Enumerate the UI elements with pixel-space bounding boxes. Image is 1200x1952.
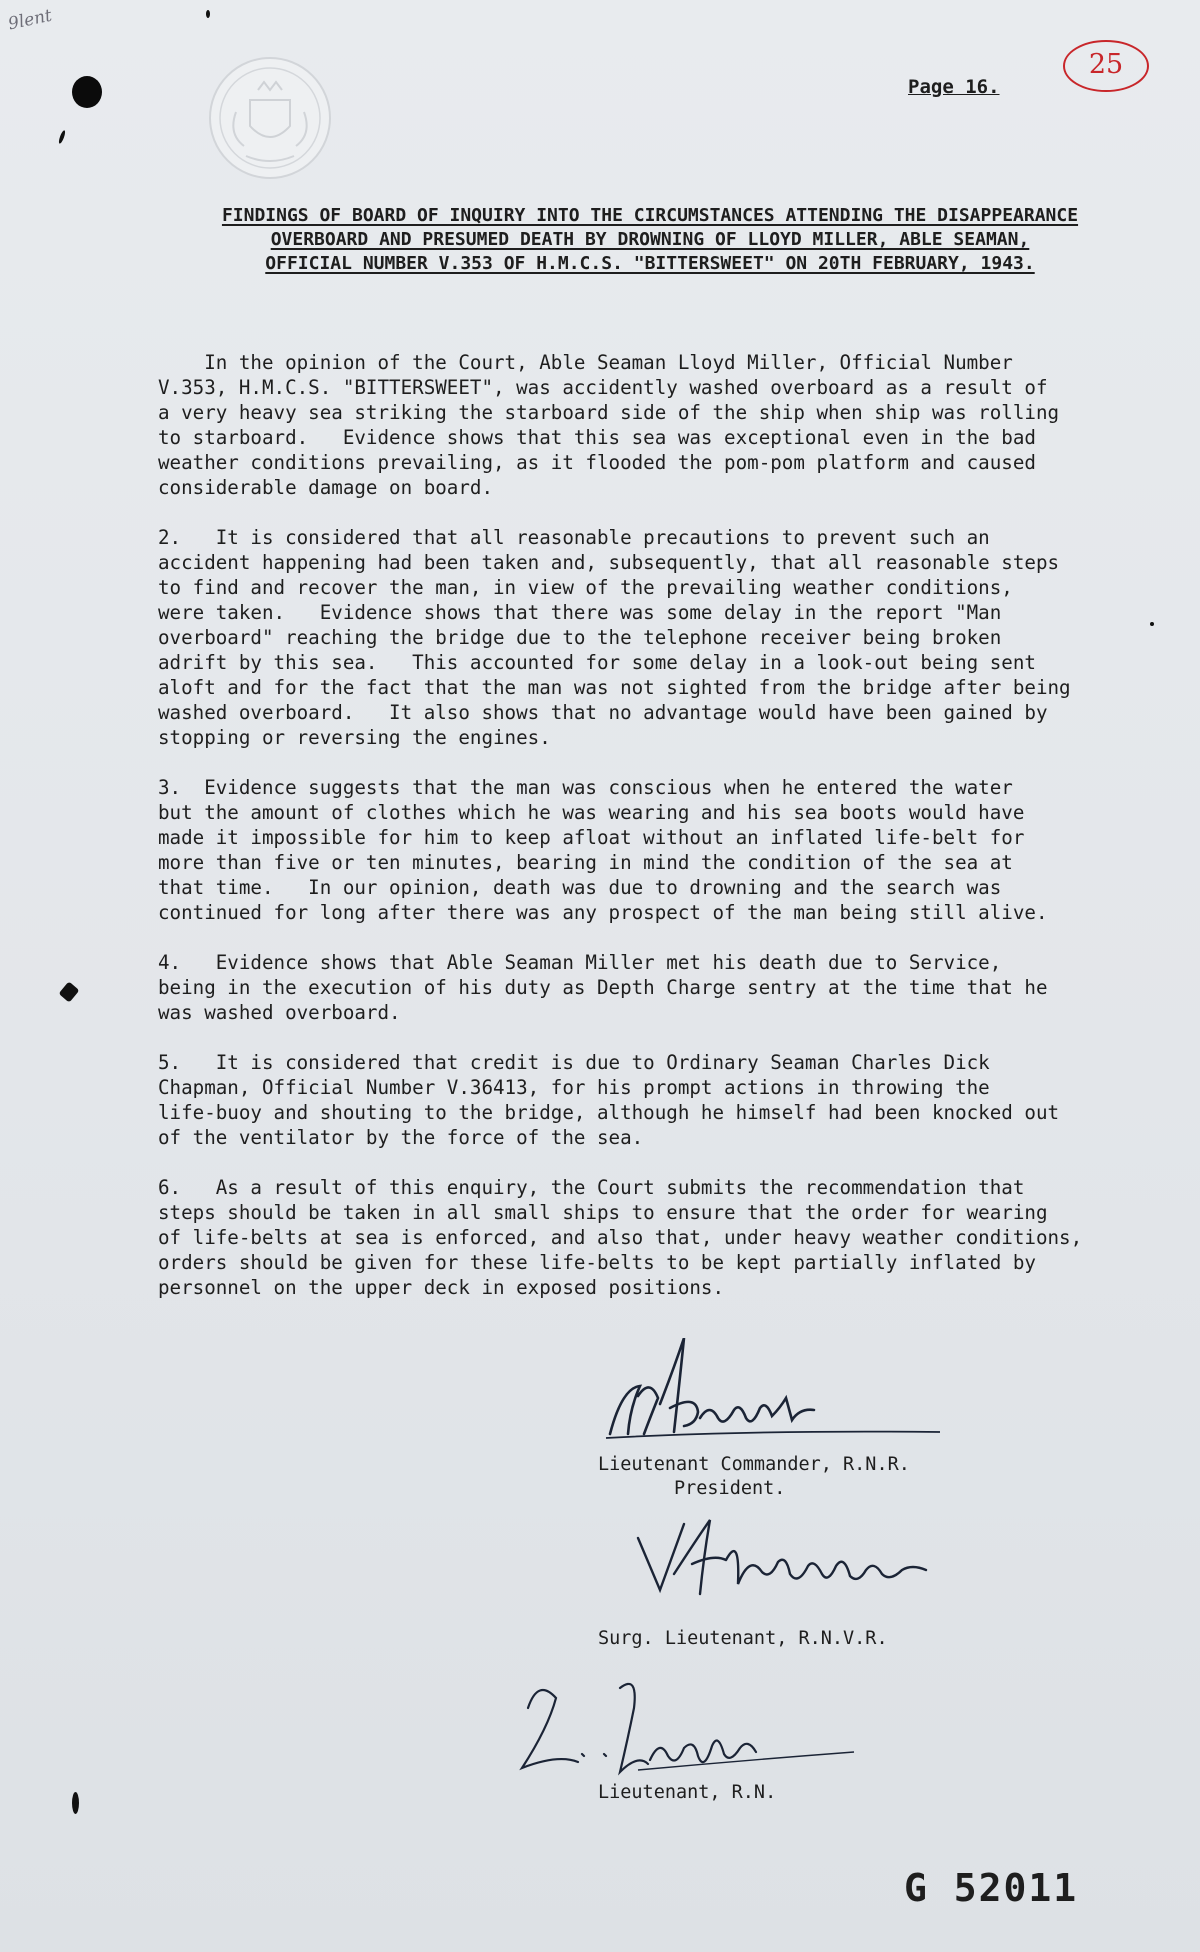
surgeon-rank: Surg. Lieutenant, R.N.V.R. bbox=[598, 1628, 888, 1649]
signature-surgeon bbox=[630, 1514, 950, 1604]
text-line: made it impossible for him to keep afloat without an inflated life-belt for bbox=[158, 826, 1025, 849]
text-line: orders should be given for these life-belts to be kept partially inflated by bbox=[158, 1251, 1036, 1274]
text-line: of life-belts at sea is enforced, and also that, under heavy weather conditions, bbox=[158, 1226, 1083, 1249]
paragraph-1 bbox=[158, 350, 1168, 500]
handwritten-signature-icon bbox=[600, 1338, 950, 1448]
text-line: aloft and for the fact that the man was not sighted from the bridge after being bbox=[158, 676, 1071, 699]
text-line: 4. Evidence shows that Able Seaman Miller met his death due to Service, bbox=[158, 951, 1002, 974]
text-line: more than five or ten minutes, bearing in mind the condition of the sea at bbox=[158, 851, 1013, 874]
text-line: considerable damage on board. bbox=[158, 476, 494, 499]
document-number: G 52011 bbox=[904, 1866, 1079, 1910]
paragraph-3 bbox=[158, 775, 1168, 925]
text-line: washed overboard. It also shows that no advantage would have been gained by bbox=[158, 701, 1048, 724]
ink-speck bbox=[58, 981, 79, 1002]
text-line: overboard" reaching the bridge due to the telephone receiver being broken bbox=[158, 626, 1002, 649]
title-line: FINDINGS OF BOARD OF INQUIRY INTO THE CIRCUMSTANCES ATTENDING THE DISAPPEARANCE bbox=[221, 205, 1079, 226]
text-line: continued for long after there was any prospect of the man being still alive. bbox=[158, 901, 1048, 924]
text-line: but the amount of clothes which he was wearing and his sea boots would have bbox=[158, 801, 1025, 824]
ink-speck bbox=[58, 130, 67, 145]
margin-note: 9lent bbox=[6, 5, 54, 35]
signature-president bbox=[600, 1338, 950, 1448]
text-line: were taken. Evidence shows that there was some delay in the report "Man bbox=[158, 601, 1002, 624]
paragraph-6 bbox=[158, 1175, 1168, 1300]
president-rank: Lieutenant Commander, R.N.R. bbox=[598, 1454, 910, 1475]
text-line: 6. As a result of this enquiry, the Court submits the recommendation that bbox=[158, 1176, 1025, 1199]
handwritten-signature-icon bbox=[630, 1514, 950, 1604]
lieutenant-rank: Lieutenant, R.N. bbox=[598, 1782, 777, 1803]
text-line: stopping or reversing the engines. bbox=[158, 726, 551, 749]
text-line: to find and recover the man, in view of the prevailing weather conditions, bbox=[158, 576, 1013, 599]
text-line: steps should be taken in all small ships to ensure that the order for wearing bbox=[158, 1201, 1048, 1224]
paragraph-4 bbox=[158, 950, 1168, 1025]
text-line: accident happening had been taken and, subsequently, that all reasonable steps bbox=[158, 551, 1060, 574]
handwritten-signature-icon bbox=[508, 1668, 868, 1788]
embossed-seal-icon bbox=[206, 54, 334, 182]
findings-body bbox=[158, 350, 1168, 1325]
text-line: weather conditions prevailing, as it flooded the pom-pom platform and caused bbox=[158, 451, 1036, 474]
folio-number-text: 25 bbox=[1088, 49, 1124, 80]
text-line: was washed overboard. bbox=[158, 1001, 401, 1024]
document-title bbox=[150, 204, 1150, 276]
title-line: OFFICIAL NUMBER V.353 OF H.M.C.S. "BITTERSWEET" ON 20TH FEBRUARY, 1943. bbox=[265, 253, 1035, 274]
text-line: 5. It is considered that credit is due to Ordinary Seaman Charles Dick bbox=[158, 1051, 990, 1074]
paragraph-2 bbox=[158, 525, 1168, 750]
text-line: personnel on the upper deck in exposed positions. bbox=[158, 1276, 725, 1299]
text-line: 2. It is considered that all reasonable precautions to prevent such an bbox=[158, 526, 990, 549]
text-line: a very heavy sea striking the starboard side of the ship when ship was rolling bbox=[158, 401, 1060, 424]
text-line: being in the execution of his duty as Depth Charge sentry at the time that he bbox=[158, 976, 1048, 999]
ink-speck bbox=[206, 10, 210, 18]
text-line: life-buoy and shouting to the bridge, although he himself had been knocked out bbox=[158, 1101, 1060, 1124]
text-line: of the ventilator by the force of the sea. bbox=[158, 1126, 644, 1149]
text-line: that time. In our opinion, death was due to drowning and the search was bbox=[158, 876, 1002, 899]
text-line: adrift by this sea. This accounted for some delay in a look-out being sent bbox=[158, 651, 1036, 674]
text-line: In the opinion of the Court, Able Seaman Lloyd Miller, Official Number bbox=[158, 351, 1013, 374]
page-label: Page 16. bbox=[908, 76, 1000, 98]
president-role: President. bbox=[674, 1478, 786, 1499]
text-line: V.353, H.M.C.S. "BITTERSWEET", was accidently washed overboard as a result of bbox=[158, 376, 1048, 399]
punch-hole bbox=[72, 76, 102, 108]
signature-lieutenant bbox=[508, 1668, 868, 1788]
text-line: to starboard. Evidence shows that this sea was exceptional even in the bad bbox=[158, 426, 1036, 449]
text-line: Chapman, Official Number V.36413, for his prompt actions in throwing the bbox=[158, 1076, 990, 1099]
title-line: OVERBOARD AND PRESUMED DEATH BY DROWNING OF LLOYD MILLER, ABLE SEAMAN, bbox=[270, 229, 1030, 250]
paragraph-5 bbox=[158, 1050, 1168, 1150]
folio-number bbox=[1060, 36, 1152, 94]
ink-speck bbox=[72, 1792, 79, 1814]
text-line: 3. Evidence suggests that the man was conscious when he entered the water bbox=[158, 776, 1013, 799]
